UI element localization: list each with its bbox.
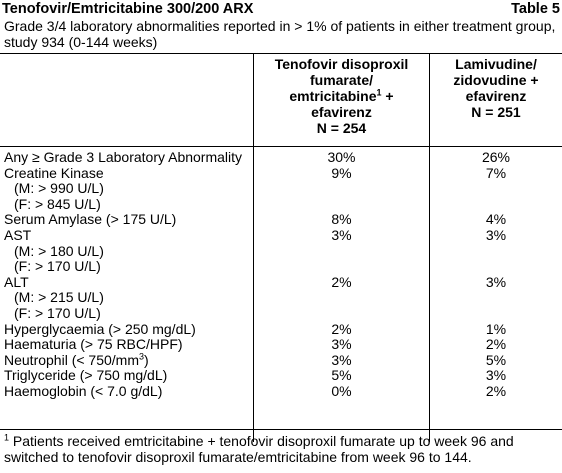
cell-3tc-azt-efv: 1% [485, 320, 507, 337]
cell-3tc-azt-efv: 26% [481, 149, 511, 165]
cell-3tc-azt-efv: 2% [485, 382, 507, 399]
table-row [0, 180, 562, 196]
column-header-line: Lamivudine/ [455, 56, 537, 72]
cell-tdf-ftc-efv: 0% [331, 382, 352, 399]
header-bottom-rule [0, 146, 562, 147]
cell-3tc-azt-efv: 3% [485, 226, 507, 243]
table-body [0, 149, 562, 399]
cell-3tc-azt-efv: 2% [485, 336, 507, 353]
column-header-line: zidovudine + [453, 72, 539, 88]
cell-tdf-ftc-efv: 8% [331, 211, 352, 228]
cell-tdf-ftc-efv: 9% [331, 164, 352, 181]
cell-3tc-azt-efv: 3% [485, 367, 507, 384]
cell-tdf-ftc-efv: 3% [331, 351, 352, 368]
column-header-line: efavirenz [311, 104, 372, 120]
cell-tdf-ftc-efv: 30% [327, 149, 356, 165]
table-row [0, 383, 562, 399]
table-row [0, 243, 562, 259]
cell-tdf-ftc-efv: 5% [331, 367, 352, 384]
table-row [0, 305, 562, 321]
row-label: Hyperglycaemia (> 250 mg/dL) [4, 320, 196, 337]
column-header-n: N = 254 [316, 120, 367, 136]
row-label: AST [4, 226, 32, 243]
row-label: Haematuria (> 75 RBC/HPF) [4, 336, 183, 353]
row-label: Neutrophil (< $750/mm^3$) [4, 351, 149, 368]
table-row [0, 165, 562, 181]
column-header-line: Tenofovir disoproxil [274, 56, 409, 72]
row-label: (F: > 170 U/L) [14, 258, 101, 275]
table-row [0, 367, 562, 383]
column-header-line: efavirenz [465, 88, 527, 104]
cell-tdf-ftc-efv: 3% [331, 226, 352, 243]
row-label: Creatine Kinase [4, 164, 104, 181]
row-label: Haemoglobin (< 7.0 g/dL) [4, 382, 163, 399]
cell-3tc-azt-efv: 4% [485, 211, 507, 228]
row-label: (M: > 990 U/L) [14, 180, 104, 197]
row-label: (M: > 215 U/L) [14, 289, 104, 306]
cell-3tc-azt-efv: 7% [485, 164, 507, 181]
table-label: Table 5 [511, 1, 560, 17]
column-header-line: fumarate/ [309, 72, 374, 88]
document-header [2, 1, 560, 17]
table-row [0, 227, 562, 243]
row-label: Triglyceride (> 750 mg/dL) [4, 367, 168, 384]
row-label: (F: > 170 U/L) [14, 304, 101, 321]
column-header-n: N = 251 [471, 104, 521, 120]
cell-3tc-azt-efv: 3% [485, 273, 507, 290]
column-header-tdf-ftc-efv [254, 56, 429, 136]
row-label: ALT [4, 273, 29, 290]
table-row [0, 196, 562, 212]
cell-tdf-ftc-efv: 2% [331, 320, 352, 337]
row-label: (F: > 845 U/L) [14, 195, 101, 212]
column-header-3tc-azt-efv [430, 56, 562, 120]
table-bottom-rule [0, 429, 562, 430]
table-row [0, 321, 562, 337]
row-label: (M: > 180 U/L) [14, 242, 104, 259]
table-row [0, 211, 562, 227]
document-title: Tenofovir/Emtricitabine 300/200 ARX [2, 1, 254, 17]
footnote-text: Patients received emtricitabine + tenofovir disoproxil fumarate up to week 96 and switched to tenofovir disoproxil fumarate/emtricitabine from week 96 to 144. [4, 433, 514, 465]
column-header-line: emtricitabine$^1$ + [289, 87, 394, 104]
table-row [0, 289, 562, 305]
row-label: Serum Amylase (> 175 U/L) [4, 211, 177, 228]
footnote-marker: 1 [376, 87, 382, 98]
cell-tdf-ftc-efv: 2% [331, 273, 352, 290]
table-row [0, 258, 562, 274]
footnote [4, 433, 558, 465]
table-caption: Grade 3/4 laboratory abnormalities reported in > 1% of patients in either treatment group, study 934 (0-144 weeks) [4, 18, 556, 50]
table-row [0, 336, 562, 352]
table-row [0, 352, 562, 368]
table-top-rule [0, 53, 562, 54]
table-row [0, 274, 562, 290]
table-row [0, 149, 562, 165]
row-label: Any ≥ Grade 3 Laboratory Abnormality [4, 149, 243, 165]
footnote-marker: 1 [4, 432, 10, 443]
cell-tdf-ftc-efv: 3% [331, 336, 352, 353]
cell-3tc-azt-efv: 5% [485, 351, 507, 368]
